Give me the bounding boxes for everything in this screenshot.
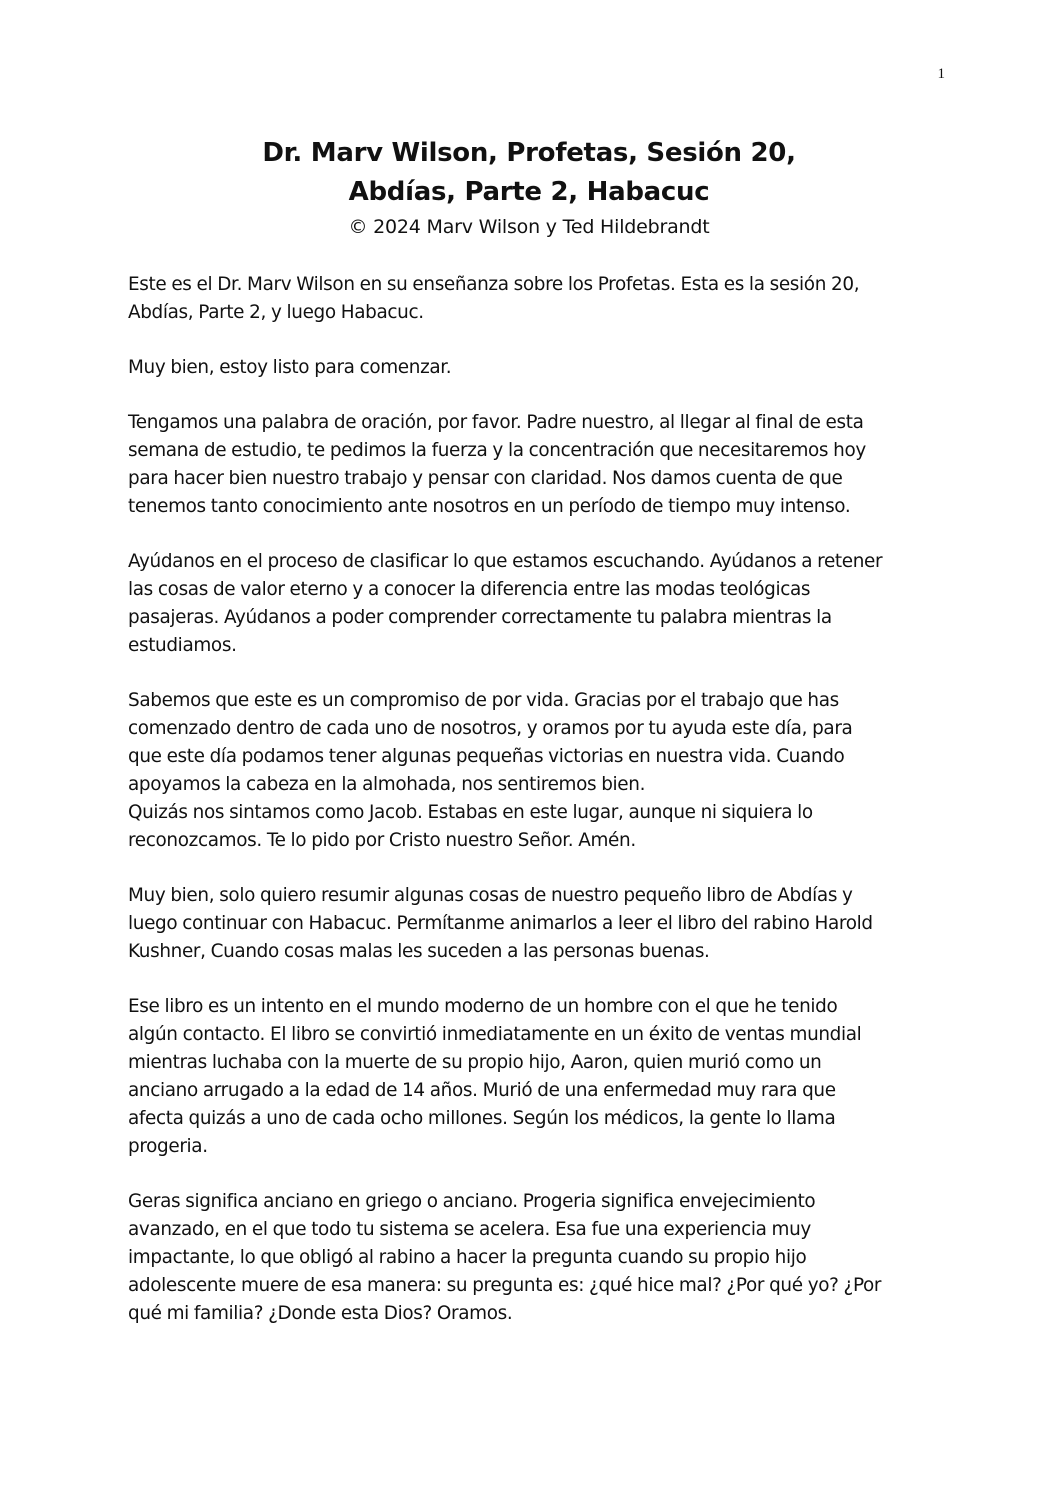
text-line: Kushner, Cuando cosas malas les suceden a las personas buenas. (128, 941, 710, 962)
text-line: Sabemos que este es un compromiso de por vida. Gracias por el trabajo que has (128, 690, 839, 711)
text-line: estudiamos. (128, 635, 237, 656)
paragraph (128, 1188, 938, 1328)
paragraph (128, 548, 938, 660)
page-number: 1 (937, 66, 945, 82)
text-line: adolescente muere de esa manera: su pregunta es: ¿qué hice mal? ¿Por qué yo? ¿Por (128, 1275, 882, 1296)
text-line: Ese libro es un intento en el mundo moderno de un hombre con el que he tenido (128, 996, 838, 1017)
text-line: impactante, lo que obligó al rabino a hacer la pregunta cuando su propio hijo (128, 1247, 807, 1268)
text-line: luego continuar con Habacuc. Permítanme animarlos a leer el libro del rabino Harold (128, 913, 873, 934)
paragraph (128, 993, 938, 1161)
text-line: qué mi familia? ¿Donde esta Dios? Oramos. (128, 1303, 513, 1324)
text-line: las cosas de valor eterno y a conocer la diferencia entre las modas teológicas (128, 579, 811, 600)
text-line: pasajeras. Ayúdanos a poder comprender correctamente tu palabra mientras la (128, 607, 832, 628)
text-line: tenemos tanto conocimiento ante nosotros en un período de tiempo muy intenso. (128, 496, 851, 517)
text-line: Este es el Dr. Marv Wilson en su enseñanza sobre los Profetas. Esta es la sesión 20, (128, 274, 860, 295)
title-block (0, 134, 1058, 240)
text-line: avanzado, en el que todo tu sistema se acelera. Esa fue una experiencia muy (128, 1219, 811, 1240)
text-line: Abdías, Parte 2, y luego Habacuc. (128, 302, 424, 323)
paragraph (128, 354, 938, 382)
document-title-line-1: Dr. Marv Wilson, Profetas, Sesión 20, (262, 138, 796, 168)
text-line: algún contacto. El libro se convirtió inmediatamente en un éxito de ventas mundial (128, 1024, 862, 1045)
text-line: que este día podamos tener algunas pequeñas victorias en nuestra vida. Cuando (128, 746, 845, 767)
text-line: Ayúdanos en el proceso de clasificar lo que estamos escuchando. Ayúdanos a retener (128, 551, 883, 572)
text-line: Muy bien, solo quiero resumir algunas cosas de nuestro pequeño libro de Abdías y (128, 885, 853, 906)
transcript-body (128, 271, 938, 1355)
text-line: apoyamos la cabeza en la almohada, nos sentiremos bien. (128, 774, 646, 795)
text-line: Quizás nos sintamos como Jacob. Estabas en este lugar, aunque ni siquiera lo (128, 802, 813, 823)
text-line: semana de estudio, te pedimos la fuerza y la concentración que necesitaremos hoy (128, 440, 866, 461)
text-line: progeria. (128, 1136, 208, 1157)
text-line: afecta quizás a uno de cada ocho millones. Según los médicos, la gente lo llama (128, 1108, 836, 1129)
text-line: para hacer bien nuestro trabajo y pensar con claridad. Nos damos cuenta de que (128, 468, 843, 489)
text-line: Tengamos una palabra de oración, por favor. Padre nuestro, al llegar al final de esta (128, 412, 864, 433)
paragraph (128, 687, 938, 855)
paragraph (128, 271, 938, 327)
text-line: anciano arrugado a la edad de 14 años. Murió de una enfermedad muy rara que (128, 1080, 836, 1101)
text-line: Geras significa anciano en griego o anciano. Progeria significa envejecimiento (128, 1191, 816, 1212)
paragraph (128, 882, 938, 966)
text-line: mientras luchaba con la muerte de su propio hijo, Aaron, quien murió como un (128, 1052, 822, 1073)
document-title-line-2: Abdías, Parte 2, Habacuc (348, 177, 710, 207)
text-line: reconozcamos. Te lo pido por Cristo nuestro Señor. Amén. (128, 830, 636, 851)
paragraph (128, 409, 938, 521)
copyright-notice: © 2024 Marv Wilson y Ted Hildebrandt (348, 216, 710, 238)
text-line: comenzado dentro de cada uno de nosotros, y oramos por tu ayuda este día, para (128, 718, 853, 739)
text-line: Muy bien, estoy listo para comenzar. (128, 357, 452, 378)
